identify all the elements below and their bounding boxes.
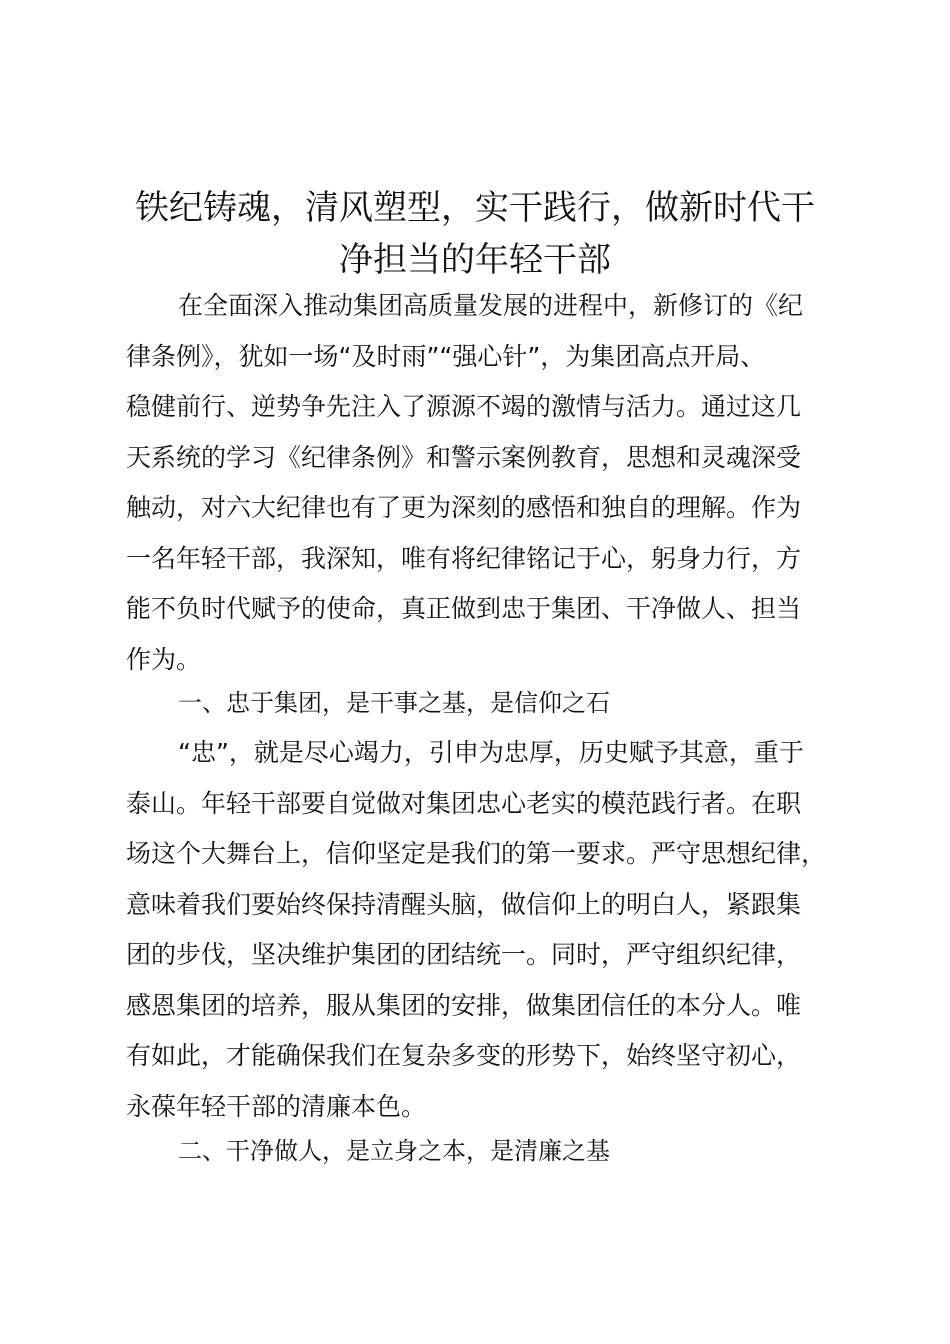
paragraph-line: 律条例》，犹如一场“及时雨”“强心针”，为集团高点开局、: [126, 341, 766, 371]
paragraph-line: 能不负时代赋予的使命，真正做到忠于集团、干净做人、担当: [126, 594, 802, 623]
section-heading-2: 二、干净做人，是立身之本，是清廉之基: [178, 1137, 610, 1165]
paragraph-line: 一名年轻干部，我深知，唯有将纪律铭记于心，躬身力行，方: [126, 543, 802, 573]
paragraph-line: 意味着我们要始终保持清醒头脑，做信仰上的明白人，紧跟集: [126, 889, 802, 919]
title-line: 铁纪铸魂，清风塑型，实干践行，做新时代干: [135, 188, 815, 228]
paragraph-line: 永葆年轻干部的清廉本色。: [126, 1091, 427, 1121]
paragraph-line: 在全面深入推动集团高质量发展的进程中，新修订的《纪: [178, 291, 804, 320]
paragraph-intro: [126, 281, 832, 685]
title-line: 净担当的年轻干部: [339, 240, 611, 280]
paragraph-line: 稳健前行、逆势争先注入了源源不竭的激情与活力。通过这几: [126, 392, 802, 421]
section-heading-1: 一、忠于集团，是干事之基，是信仰之石: [178, 689, 610, 717]
paragraph-line: 有如此，才能确保我们在复杂多变的形势下，始终坚守初心，: [126, 1041, 802, 1070]
paragraph-line: 作为。: [126, 644, 202, 674]
paragraph-line: 团的步伐，坚决维护集团的团结统一。同时，严守组织纪律，: [126, 940, 802, 969]
paragraph-line: 天系统的学习《纪律条例》和警示案例教育，思想和灵魂深受: [126, 442, 802, 472]
paragraph-loyalty: [126, 728, 832, 1132]
paragraph-line: 泰山。年轻干部要自觉做对集团忠心老实的模范践行者。在职: [126, 788, 802, 818]
paragraph-line: 感恩集团的培养，服从集团的安排，做集团信任的本分人。唯: [126, 990, 802, 1020]
document-title: [120, 182, 830, 286]
paragraph-line: 触动，对六大纪律也有了更为深刻的感悟和独自的理解。作为: [126, 493, 802, 522]
paragraph-line: “忠”，就是尽心竭力，引申为忠厚，历史赋予其意，重于: [178, 738, 804, 767]
paragraph-line: 场这个大舞台上，信仰坚定是我们的第一要求。严守思想纪律，: [126, 839, 827, 868]
